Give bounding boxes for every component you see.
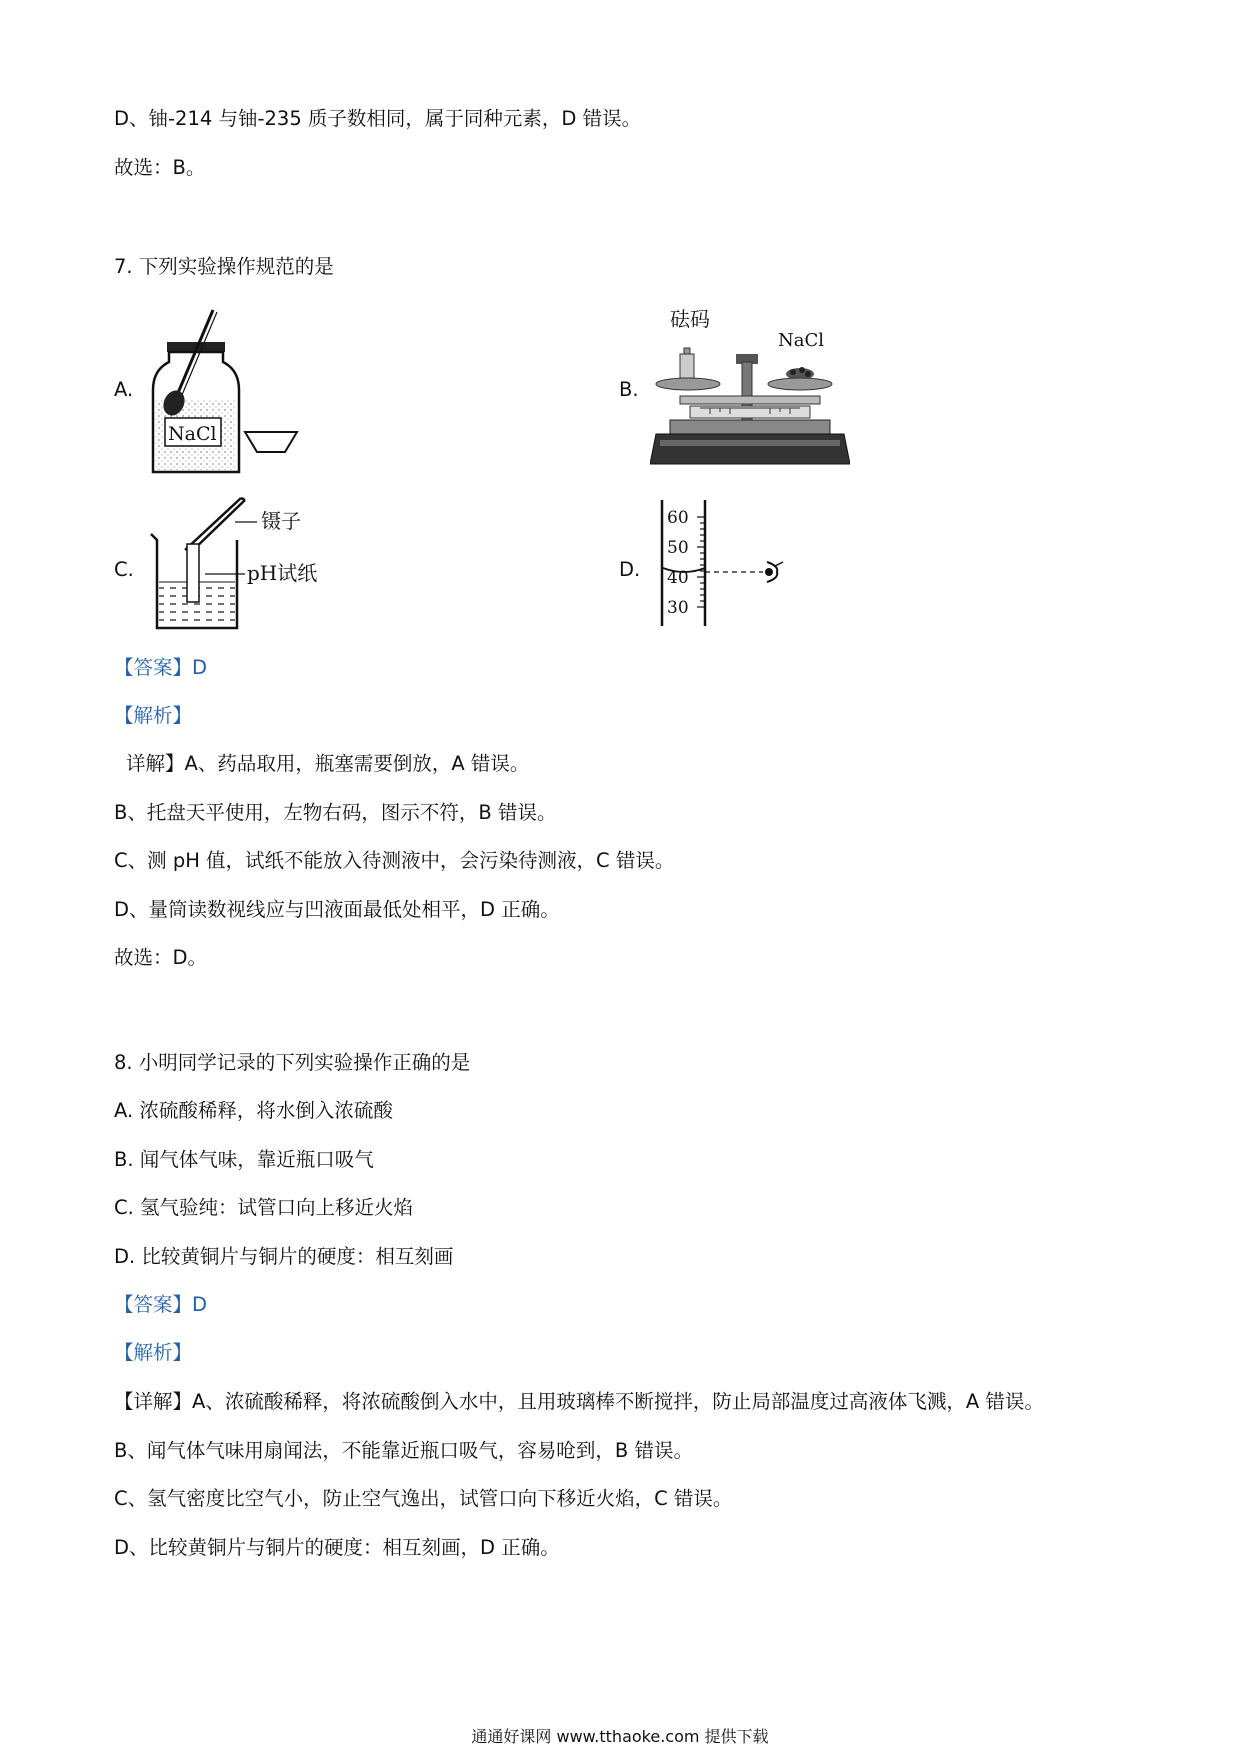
- weight-label-text: 砝码: [670, 307, 710, 331]
- bottle-label-text: NaCl: [168, 423, 217, 445]
- q8-option-a: A. 浓硫酸稀释，将水倒入浓硫酸: [114, 1099, 393, 1122]
- q8-option-d: D. 比较黄铜片与铜片的硬度：相互刻画: [114, 1245, 454, 1268]
- tick-50: 50: [667, 538, 689, 558]
- q7-analysis-title: 【解析】: [114, 704, 193, 727]
- q7-analysis-line-4: D、量筒读数视线应与凹液面最低处相平，D 正确。: [114, 898, 560, 921]
- q7-analysis-line-3: C、测 pH 值，试纸不能放入待测液中，会污染待测液，C 错误。: [114, 849, 675, 872]
- page-footer: 通通好课网 www.tthaoke.com 提供下载: [471, 1727, 769, 1746]
- eye-icon: [765, 562, 783, 582]
- q8-analysis-line-3: C、氢气密度比空气小，防止空气逸出，试管口向下移近火焰，C 错误。: [114, 1487, 733, 1510]
- q7-analysis-line-2: B、托盘天平使用，左物右码，图示不符，B 错误。: [114, 801, 557, 824]
- tweezers-label-text: 镊子: [261, 509, 301, 533]
- question-7-stem: 7. 下列实验操作规范的是: [114, 255, 334, 278]
- q8-analysis-title: 【解析】: [114, 1341, 193, 1364]
- option-a-label: A.: [114, 378, 134, 401]
- q7-answer: 【答案】D: [114, 656, 208, 679]
- q8-option-c: C. 氢气验纯：试管口向上移近火焰: [114, 1196, 414, 1219]
- ph-paper-label-text: pH试纸: [247, 561, 318, 585]
- q8-option-b: B. 闻气体气味，靠近瓶口吸气: [114, 1148, 374, 1171]
- q7-analysis-line-1: 详解】A、药品取用，瓶塞需要倒放，A 错误。: [126, 752, 530, 775]
- question-8-stem: 8. 小明同学记录的下列实验操作正确的是: [114, 1051, 471, 1074]
- tick-40: 40: [667, 568, 689, 588]
- previous-answer-line: 故选：B。: [114, 156, 206, 179]
- q8-analysis-line-4: D、比较黄铜片与铜片的硬度：相互刻画，D 正确。: [114, 1536, 560, 1559]
- figure-b-balance: [650, 304, 850, 468]
- tick-30: 30: [667, 598, 689, 618]
- tick-60: 60: [667, 508, 689, 528]
- option-d-label: D.: [619, 558, 641, 581]
- q7-analysis-line-5: 故选：D。: [114, 946, 208, 969]
- q8-analysis-line-2: B、闻气体气味用扇闻法，不能靠近瓶口吸气，容易呛到，B 错误。: [114, 1439, 693, 1462]
- option-b-label: B.: [619, 378, 639, 401]
- option-c-label: C.: [114, 558, 134, 581]
- previous-analysis-line: D、铀-214 与铀-235 质子数相同，属于同种元素，D 错误。: [114, 107, 642, 130]
- figure-a-reagent-bottle: [145, 300, 305, 480]
- figure-d-graduated-cylinder: [655, 494, 795, 630]
- pan-label-text: NaCl: [778, 330, 825, 351]
- q8-answer: 【答案】D: [114, 1293, 208, 1316]
- q8-analysis-line-1: 【详解】A、浓硫酸稀释，将浓硫酸倒入水中，且用玻璃棒不断搅拌，防止局部温度过高液体飞溅，A 错误。: [114, 1390, 1044, 1413]
- figure-c-ph-paper-beaker: [145, 488, 345, 636]
